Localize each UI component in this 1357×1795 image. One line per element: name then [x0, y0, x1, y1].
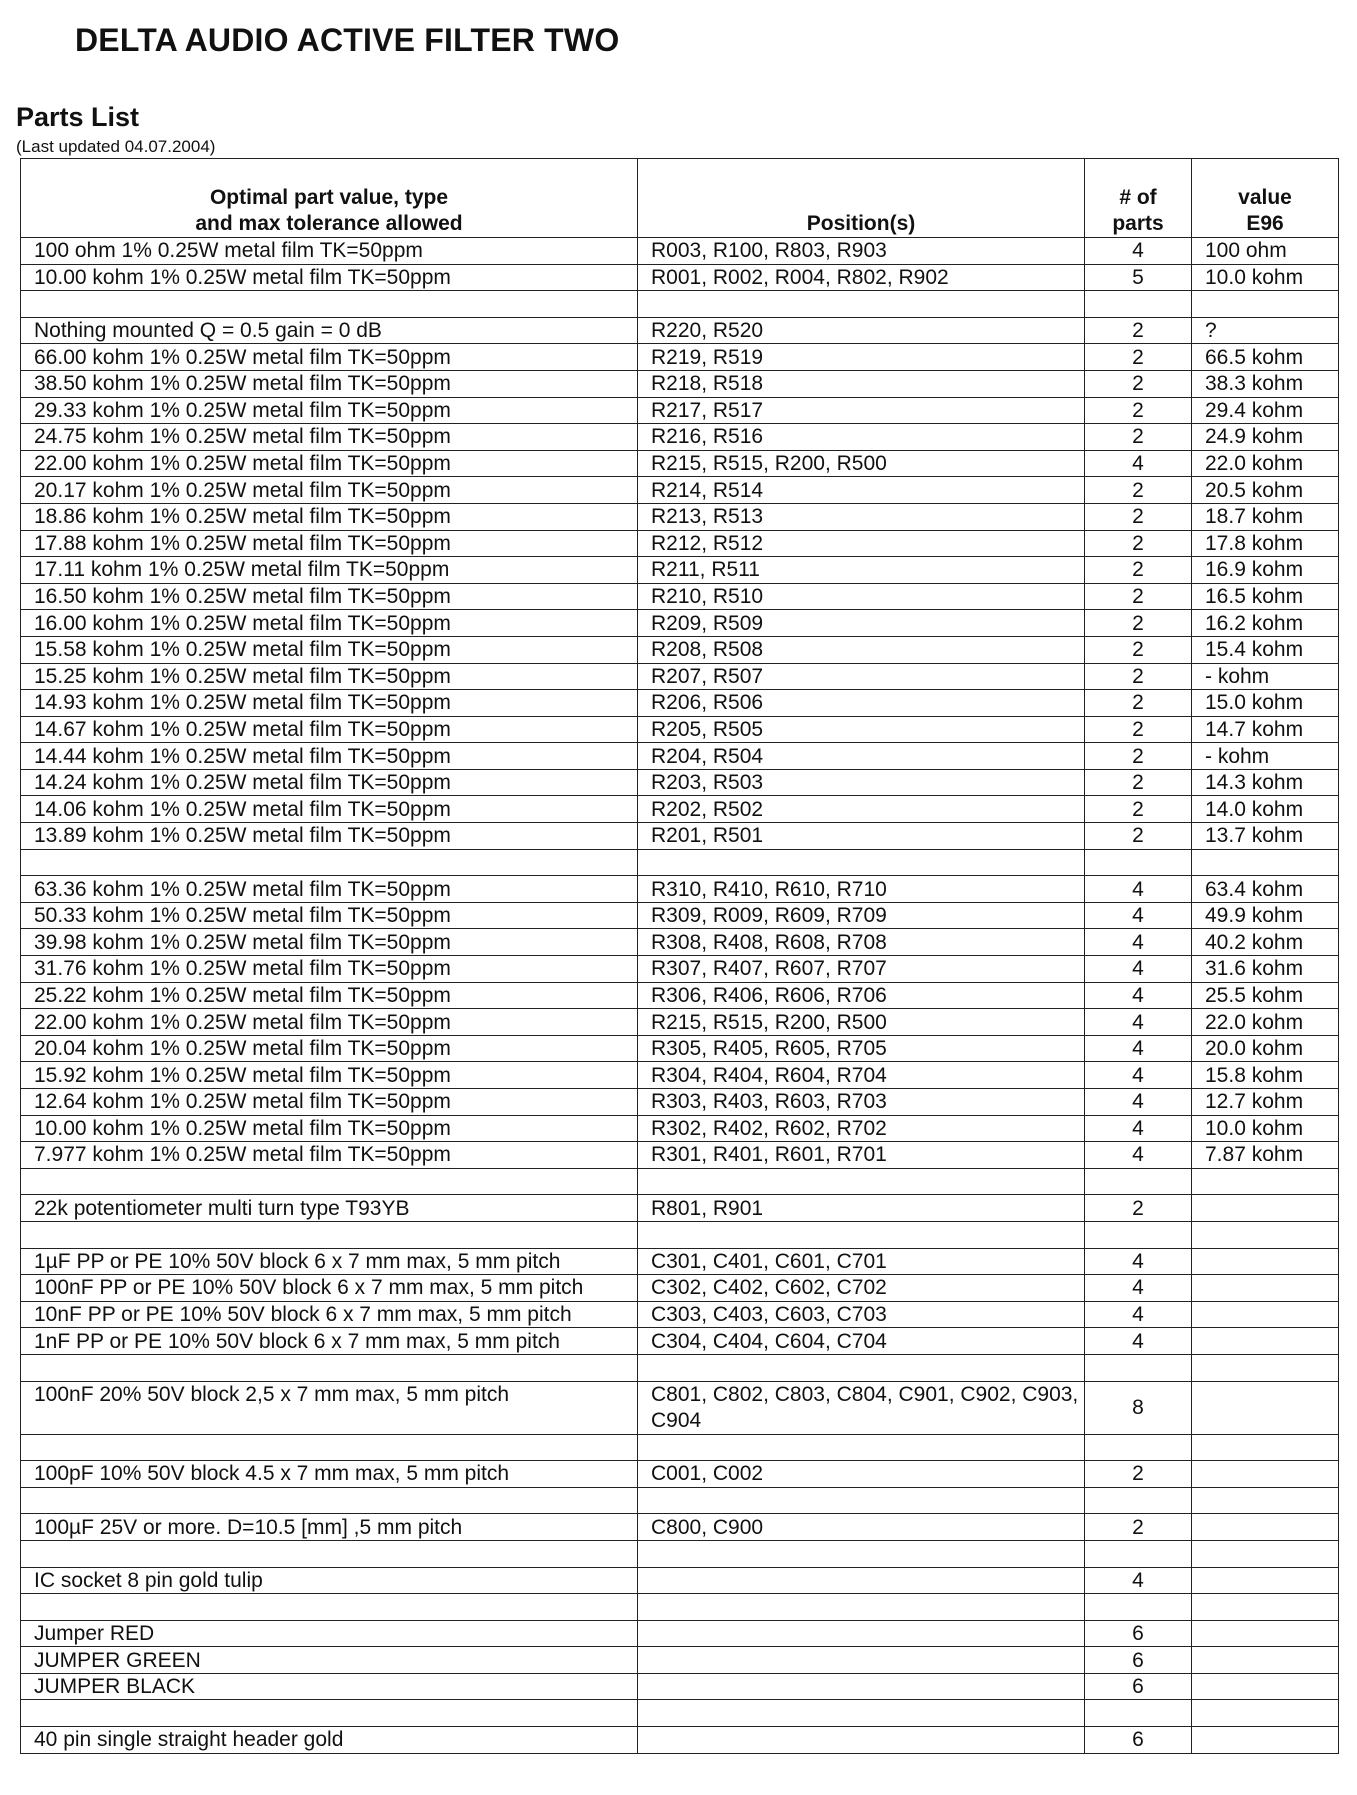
spacer-row: [21, 849, 1339, 876]
cell-value: [1192, 1301, 1339, 1328]
table-row: [21, 583, 1339, 610]
cell-count: [1085, 1540, 1192, 1567]
spacer-row: [21, 1487, 1339, 1514]
cell-description: 1nF PP or PE 10% 50V block 6 x 7 mm max, 5 mm pitch: [21, 1328, 638, 1355]
cell-positions: R217, R517: [638, 397, 1085, 424]
cell-value: 31.6 kohm: [1192, 956, 1339, 983]
cell-count: 2: [1085, 344, 1192, 371]
spacer-row: [21, 1168, 1339, 1195]
table-row: [21, 1381, 1339, 1434]
cell-value: [1192, 1221, 1339, 1248]
cell-positions: R306, R406, R606, R706: [638, 982, 1085, 1009]
cell-description: 1µF PP or PE 10% 50V block 6 x 7 mm max, 5 mm pitch: [21, 1248, 638, 1275]
cell-description: [21, 1168, 638, 1195]
cell-count: 2: [1085, 716, 1192, 743]
cell-positions: R305, R405, R605, R705: [638, 1035, 1085, 1062]
cell-positions: R206, R506: [638, 690, 1085, 717]
cell-positions: [638, 1567, 1085, 1594]
cell-positions: [638, 1487, 1085, 1514]
cell-positions: R219, R519: [638, 344, 1085, 371]
cell-value: 29.4 kohm: [1192, 397, 1339, 424]
cell-positions: [638, 1354, 1085, 1381]
table-row: [21, 1328, 1339, 1355]
cell-positions: [638, 1540, 1085, 1567]
table-row: [21, 1301, 1339, 1328]
cell-positions: R215, R515, R200, R500: [638, 450, 1085, 477]
cell-value: 16.9 kohm: [1192, 557, 1339, 584]
cell-description: Nothing mounted Q = 0.5 gain = 0 dB: [21, 317, 638, 344]
cell-count: 4: [1085, 1089, 1192, 1116]
cell-description: 14.24 kohm 1% 0.25W metal film TK=50ppm: [21, 769, 638, 796]
cell-description: [21, 291, 638, 318]
cell-description: 12.64 kohm 1% 0.25W metal film TK=50ppm: [21, 1089, 638, 1116]
cell-positions: R210, R510: [638, 583, 1085, 610]
cell-value: [1192, 1727, 1339, 1754]
cell-count: 4: [1085, 902, 1192, 929]
spacer-row: [21, 1354, 1339, 1381]
cell-positions: [638, 849, 1085, 876]
table-row: [21, 424, 1339, 451]
cell-description: 7.977 kohm 1% 0.25W metal film TK=50ppm: [21, 1142, 638, 1169]
cell-description: 25.22 kohm 1% 0.25W metal film TK=50ppm: [21, 982, 638, 1009]
cell-value: 16.2 kohm: [1192, 610, 1339, 637]
cell-count: 2: [1085, 317, 1192, 344]
cell-description: 22.00 kohm 1% 0.25W metal film TK=50ppm: [21, 1009, 638, 1036]
cell-count: 2: [1085, 397, 1192, 424]
cell-count: [1085, 1168, 1192, 1195]
cell-description: 40 pin single straight header gold: [21, 1727, 638, 1754]
cell-positions: R205, R505: [638, 716, 1085, 743]
table-row: [21, 769, 1339, 796]
cell-positions: R310, R410, R610, R710: [638, 876, 1085, 903]
cell-positions: [638, 1221, 1085, 1248]
cell-value: 20.5 kohm: [1192, 477, 1339, 504]
cell-value: [1192, 1540, 1339, 1567]
cell-description: 100nF PP or PE 10% 50V block 6 x 7 mm max, 5 mm pitch: [21, 1275, 638, 1302]
cell-value: [1192, 1700, 1339, 1727]
cell-positions: C801, C802, C803, C804, C901, C902, C903, C904: [638, 1381, 1085, 1434]
cell-count: 4: [1085, 450, 1192, 477]
cell-description: 22k potentiometer multi turn type T93YB: [21, 1195, 638, 1222]
table-row: [21, 796, 1339, 823]
table-row: [21, 902, 1339, 929]
cell-description: 15.58 kohm 1% 0.25W metal film TK=50ppm: [21, 636, 638, 663]
cell-value: 63.4 kohm: [1192, 876, 1339, 903]
cell-description: 31.76 kohm 1% 0.25W metal film TK=50ppm: [21, 956, 638, 983]
cell-count: 2: [1085, 823, 1192, 850]
cell-value: 13.7 kohm: [1192, 823, 1339, 850]
header-value: [1192, 159, 1339, 238]
cell-count: 4: [1085, 1062, 1192, 1089]
table-row: [21, 690, 1339, 717]
cell-positions: [638, 1594, 1085, 1621]
cell-count: 6: [1085, 1727, 1192, 1754]
cell-value: 24.9 kohm: [1192, 424, 1339, 451]
cell-value: [1192, 1168, 1339, 1195]
cell-positions: [638, 1700, 1085, 1727]
table-row: [21, 876, 1339, 903]
table-row: [21, 1089, 1339, 1116]
cell-description: JUMPER GREEN: [21, 1647, 638, 1674]
cell-count: 2: [1085, 530, 1192, 557]
cell-count: 6: [1085, 1620, 1192, 1647]
cell-positions: [638, 1647, 1085, 1674]
cell-value: 14.7 kohm: [1192, 716, 1339, 743]
parts-table: [20, 158, 1339, 1754]
table-row: [21, 557, 1339, 584]
table-row: [21, 397, 1339, 424]
cell-value: [1192, 1620, 1339, 1647]
header-description: [21, 159, 638, 238]
cell-value: [1192, 291, 1339, 318]
cell-positions: [638, 1673, 1085, 1700]
table-row: [21, 716, 1339, 743]
table-row: [21, 370, 1339, 397]
cell-positions: R211, R511: [638, 557, 1085, 584]
cell-value: ?: [1192, 317, 1339, 344]
table-row: [21, 1620, 1339, 1647]
cell-description: 14.67 kohm 1% 0.25W metal film TK=50ppm: [21, 716, 638, 743]
cell-value: - kohm: [1192, 663, 1339, 690]
cell-count: 2: [1085, 743, 1192, 770]
table-row: [21, 344, 1339, 371]
table-row: [21, 477, 1339, 504]
cell-value: [1192, 1567, 1339, 1594]
cell-value: 14.3 kohm: [1192, 769, 1339, 796]
table-row: [21, 929, 1339, 956]
header-positions-label: Position(s): [806, 212, 916, 235]
cell-description: 100pF 10% 50V block 4.5 x 7 mm max, 5 mm pitch: [21, 1461, 638, 1488]
cell-description: 14.06 kohm 1% 0.25W metal film TK=50ppm: [21, 796, 638, 823]
cell-value: 10.0 kohm: [1192, 264, 1339, 291]
table-row: [21, 956, 1339, 983]
cell-positions: R001, R002, R004, R802, R902: [638, 264, 1085, 291]
cell-count: 8: [1085, 1381, 1192, 1434]
cell-count: 2: [1085, 796, 1192, 823]
cell-count: [1085, 849, 1192, 876]
cell-positions: C304, C404, C604, C704: [638, 1328, 1085, 1355]
cell-count: 2: [1085, 769, 1192, 796]
cell-description: 63.36 kohm 1% 0.25W metal film TK=50ppm: [21, 876, 638, 903]
cell-description: 100 ohm 1% 0.25W metal film TK=50ppm: [21, 238, 638, 265]
table-row: [21, 636, 1339, 663]
cell-positions: R201, R501: [638, 823, 1085, 850]
cell-description: [21, 1487, 638, 1514]
table-row: [21, 503, 1339, 530]
cell-positions: [638, 1727, 1085, 1754]
cell-positions: R304, R404, R604, R704: [638, 1062, 1085, 1089]
table-row: [21, 1727, 1339, 1754]
cell-value: [1192, 1195, 1339, 1222]
cell-value: [1192, 1354, 1339, 1381]
cell-value: 16.5 kohm: [1192, 583, 1339, 610]
cell-value: [1192, 1514, 1339, 1541]
table-row: [21, 1009, 1339, 1036]
cell-positions: R207, R507: [638, 663, 1085, 690]
cell-count: 2: [1085, 503, 1192, 530]
header-value-line2: E96: [1246, 212, 1284, 235]
section-title: Parts List: [16, 102, 140, 132]
cell-positions: [638, 1168, 1085, 1195]
cell-positions: C302, C402, C602, C702: [638, 1275, 1085, 1302]
cell-value: [1192, 1487, 1339, 1514]
cell-description: 16.50 kohm 1% 0.25W metal film TK=50ppm: [21, 583, 638, 610]
cell-positions: R003, R100, R803, R903: [638, 238, 1085, 265]
table-row: [21, 530, 1339, 557]
table-row: [21, 264, 1339, 291]
cell-description: 16.00 kohm 1% 0.25W metal film TK=50ppm: [21, 610, 638, 637]
cell-count: 2: [1085, 583, 1192, 610]
cell-description: 100nF 20% 50V block 2,5 x 7 mm max, 5 mm pitch: [21, 1381, 638, 1434]
cell-description: [21, 1540, 638, 1567]
cell-value: 49.9 kohm: [1192, 902, 1339, 929]
cell-count: 2: [1085, 1461, 1192, 1488]
cell-description: [21, 1354, 638, 1381]
cell-count: 4: [1085, 1248, 1192, 1275]
cell-positions: R302, R402, R602, R702: [638, 1115, 1085, 1142]
table-row: [21, 1514, 1339, 1541]
table-row: [21, 1062, 1339, 1089]
cell-description: 20.04 kohm 1% 0.25W metal film TK=50ppm: [21, 1035, 638, 1062]
cell-positions: R204, R504: [638, 743, 1085, 770]
cell-description: 13.89 kohm 1% 0.25W metal film TK=50ppm: [21, 823, 638, 850]
table-row: [21, 1461, 1339, 1488]
cell-value: [1192, 1328, 1339, 1355]
cell-count: 2: [1085, 636, 1192, 663]
header-description-line1: Optimal part value, type: [209, 186, 449, 209]
table-row: [21, 610, 1339, 637]
header-count-line2: parts: [1112, 212, 1164, 235]
cell-description: 39.98 kohm 1% 0.25W metal film TK=50ppm: [21, 929, 638, 956]
cell-positions: R309, R009, R609, R709: [638, 902, 1085, 929]
spacer-row: [21, 1540, 1339, 1567]
table-row: [21, 1567, 1339, 1594]
cell-value: 15.4 kohm: [1192, 636, 1339, 663]
cell-description: 20.17 kohm 1% 0.25W metal film TK=50ppm: [21, 477, 638, 504]
table-row: [21, 1142, 1339, 1169]
cell-count: [1085, 1594, 1192, 1621]
cell-value: [1192, 1647, 1339, 1674]
cell-count: 2: [1085, 1195, 1192, 1222]
cell-value: [1192, 1594, 1339, 1621]
cell-description: 22.00 kohm 1% 0.25W metal film TK=50ppm: [21, 450, 638, 477]
cell-value: 15.8 kohm: [1192, 1062, 1339, 1089]
table-row: [21, 1248, 1339, 1275]
cell-positions: R202, R502: [638, 796, 1085, 823]
cell-count: 4: [1085, 1142, 1192, 1169]
cell-description: JUMPER BLACK: [21, 1673, 638, 1700]
table-row: [21, 317, 1339, 344]
cell-count: [1085, 1487, 1192, 1514]
cell-count: 4: [1085, 929, 1192, 956]
spacer-row: [21, 1700, 1339, 1727]
cell-value: 7.87 kohm: [1192, 1142, 1339, 1169]
cell-positions: C001, C002: [638, 1461, 1085, 1488]
cell-value: 20.0 kohm: [1192, 1035, 1339, 1062]
cell-count: 2: [1085, 477, 1192, 504]
cell-count: 4: [1085, 1328, 1192, 1355]
spacer-row: [21, 1594, 1339, 1621]
cell-value: 38.3 kohm: [1192, 370, 1339, 397]
cell-count: 4: [1085, 1567, 1192, 1594]
cell-positions: [638, 1434, 1085, 1461]
table-row: [21, 1195, 1339, 1222]
cell-count: 2: [1085, 370, 1192, 397]
cell-positions: R303, R403, R603, R703: [638, 1089, 1085, 1116]
cell-positions: R307, R407, R607, R707: [638, 956, 1085, 983]
cell-description: [21, 1700, 638, 1727]
cell-value: 22.0 kohm: [1192, 450, 1339, 477]
last-updated-note: (Last updated 04.07.2004): [16, 137, 216, 156]
table-header-row: [21, 159, 1339, 238]
cell-description: 10.00 kohm 1% 0.25W metal film TK=50ppm: [21, 264, 638, 291]
cell-value: [1192, 849, 1339, 876]
cell-description: 18.86 kohm 1% 0.25W metal film TK=50ppm: [21, 503, 638, 530]
cell-count: 4: [1085, 876, 1192, 903]
cell-count: 5: [1085, 264, 1192, 291]
table-row: [21, 1673, 1339, 1700]
cell-positions: R215, R515, R200, R500: [638, 1009, 1085, 1036]
cell-value: [1192, 1275, 1339, 1302]
cell-count: 4: [1085, 238, 1192, 265]
cell-description: [21, 1434, 638, 1461]
cell-description: 15.92 kohm 1% 0.25W metal film TK=50ppm: [21, 1062, 638, 1089]
cell-count: [1085, 1221, 1192, 1248]
cell-positions: R213, R513: [638, 503, 1085, 530]
cell-description: 38.50 kohm 1% 0.25W metal film TK=50ppm: [21, 370, 638, 397]
cell-description: [21, 1221, 638, 1248]
spacer-row: [21, 1221, 1339, 1248]
cell-description: 66.00 kohm 1% 0.25W metal film TK=50ppm: [21, 344, 638, 371]
cell-description: Jumper RED: [21, 1620, 638, 1647]
cell-positions: R208, R508: [638, 636, 1085, 663]
table-row: [21, 450, 1339, 477]
cell-value: 14.0 kohm: [1192, 796, 1339, 823]
cell-count: 4: [1085, 1009, 1192, 1036]
cell-positions: R216, R516: [638, 424, 1085, 451]
cell-count: 4: [1085, 1301, 1192, 1328]
cell-description: 50.33 kohm 1% 0.25W metal film TK=50ppm: [21, 902, 638, 929]
cell-positions: R218, R518: [638, 370, 1085, 397]
table-row: [21, 982, 1339, 1009]
table-row: [21, 823, 1339, 850]
cell-value: 10.0 kohm: [1192, 1115, 1339, 1142]
cell-value: 40.2 kohm: [1192, 929, 1339, 956]
cell-count: 2: [1085, 663, 1192, 690]
cell-value: [1192, 1434, 1339, 1461]
cell-value: [1192, 1248, 1339, 1275]
table-row: [21, 238, 1339, 265]
cell-description: IC socket 8 pin gold tulip: [21, 1567, 638, 1594]
cell-positions: R203, R503: [638, 769, 1085, 796]
cell-value: 15.0 kohm: [1192, 690, 1339, 717]
cell-value: 18.7 kohm: [1192, 503, 1339, 530]
cell-positions: R301, R401, R601, R701: [638, 1142, 1085, 1169]
table-row: [21, 1275, 1339, 1302]
cell-description: 14.93 kohm 1% 0.25W metal film TK=50ppm: [21, 690, 638, 717]
cell-positions: R220, R520: [638, 317, 1085, 344]
spacer-row: [21, 1434, 1339, 1461]
cell-description: 17.88 kohm 1% 0.25W metal film TK=50ppm: [21, 530, 638, 557]
cell-positions: C301, C401, C601, C701: [638, 1248, 1085, 1275]
cell-count: 2: [1085, 424, 1192, 451]
cell-positions: [638, 1620, 1085, 1647]
cell-count: [1085, 1700, 1192, 1727]
spacer-row: [21, 291, 1339, 318]
cell-positions: R308, R408, R608, R708: [638, 929, 1085, 956]
cell-count: 4: [1085, 956, 1192, 983]
cell-positions: C303, C403, C603, C703: [638, 1301, 1085, 1328]
cell-count: [1085, 291, 1192, 318]
header-count: [1085, 159, 1192, 238]
header-description-line2: and max tolerance allowed: [195, 212, 463, 235]
cell-positions: R214, R514: [638, 477, 1085, 504]
cell-value: 25.5 kohm: [1192, 982, 1339, 1009]
cell-description: 17.11 kohm 1% 0.25W metal film TK=50ppm: [21, 557, 638, 584]
cell-description: [21, 849, 638, 876]
cell-value: 12.7 kohm: [1192, 1089, 1339, 1116]
cell-value: 17.8 kohm: [1192, 530, 1339, 557]
header-positions: [638, 159, 1085, 238]
table-row: [21, 1115, 1339, 1142]
cell-positions: C800, C900: [638, 1514, 1085, 1541]
cell-count: [1085, 1354, 1192, 1381]
header-value-line1: value: [1238, 186, 1292, 209]
cell-count: [1085, 1434, 1192, 1461]
cell-positions: R209, R509: [638, 610, 1085, 637]
cell-count: 2: [1085, 1514, 1192, 1541]
cell-count: 4: [1085, 1035, 1192, 1062]
cell-count: 2: [1085, 557, 1192, 584]
cell-count: 4: [1085, 1115, 1192, 1142]
cell-description: 29.33 kohm 1% 0.25W metal film TK=50ppm: [21, 397, 638, 424]
cell-count: 2: [1085, 610, 1192, 637]
parts-table-body: [21, 238, 1339, 1754]
cell-positions: [638, 291, 1085, 318]
table-row: [21, 743, 1339, 770]
cell-count: 6: [1085, 1647, 1192, 1674]
table-row: [21, 1647, 1339, 1674]
cell-description: 24.75 kohm 1% 0.25W metal film TK=50ppm: [21, 424, 638, 451]
cell-description: 15.25 kohm 1% 0.25W metal film TK=50ppm: [21, 663, 638, 690]
cell-positions: R801, R901: [638, 1195, 1085, 1222]
document-title: DELTA AUDIO ACTIVE FILTER TWO: [75, 22, 620, 58]
cell-value: [1192, 1461, 1339, 1488]
cell-value: - kohm: [1192, 743, 1339, 770]
cell-description: 14.44 kohm 1% 0.25W metal film TK=50ppm: [21, 743, 638, 770]
cell-value: [1192, 1673, 1339, 1700]
cell-value: 22.0 kohm: [1192, 1009, 1339, 1036]
cell-description: [21, 1594, 638, 1621]
table-row: [21, 1035, 1339, 1062]
cell-count: 2: [1085, 690, 1192, 717]
cell-count: 4: [1085, 1275, 1192, 1302]
header-count-line1: # of: [1119, 186, 1157, 209]
cell-count: 4: [1085, 982, 1192, 1009]
cell-description: 100µF 25V or more. D=10.5 [mm] ,5 mm pitch: [21, 1514, 638, 1541]
cell-description: 10nF PP or PE 10% 50V block 6 x 7 mm max, 5 mm pitch: [21, 1301, 638, 1328]
cell-value: 66.5 kohm: [1192, 344, 1339, 371]
table-row: [21, 663, 1339, 690]
cell-description: 10.00 kohm 1% 0.25W metal film TK=50ppm: [21, 1115, 638, 1142]
cell-positions: R212, R512: [638, 530, 1085, 557]
cell-value: 100 ohm: [1192, 238, 1339, 265]
cell-count: 6: [1085, 1673, 1192, 1700]
cell-value: [1192, 1381, 1339, 1434]
